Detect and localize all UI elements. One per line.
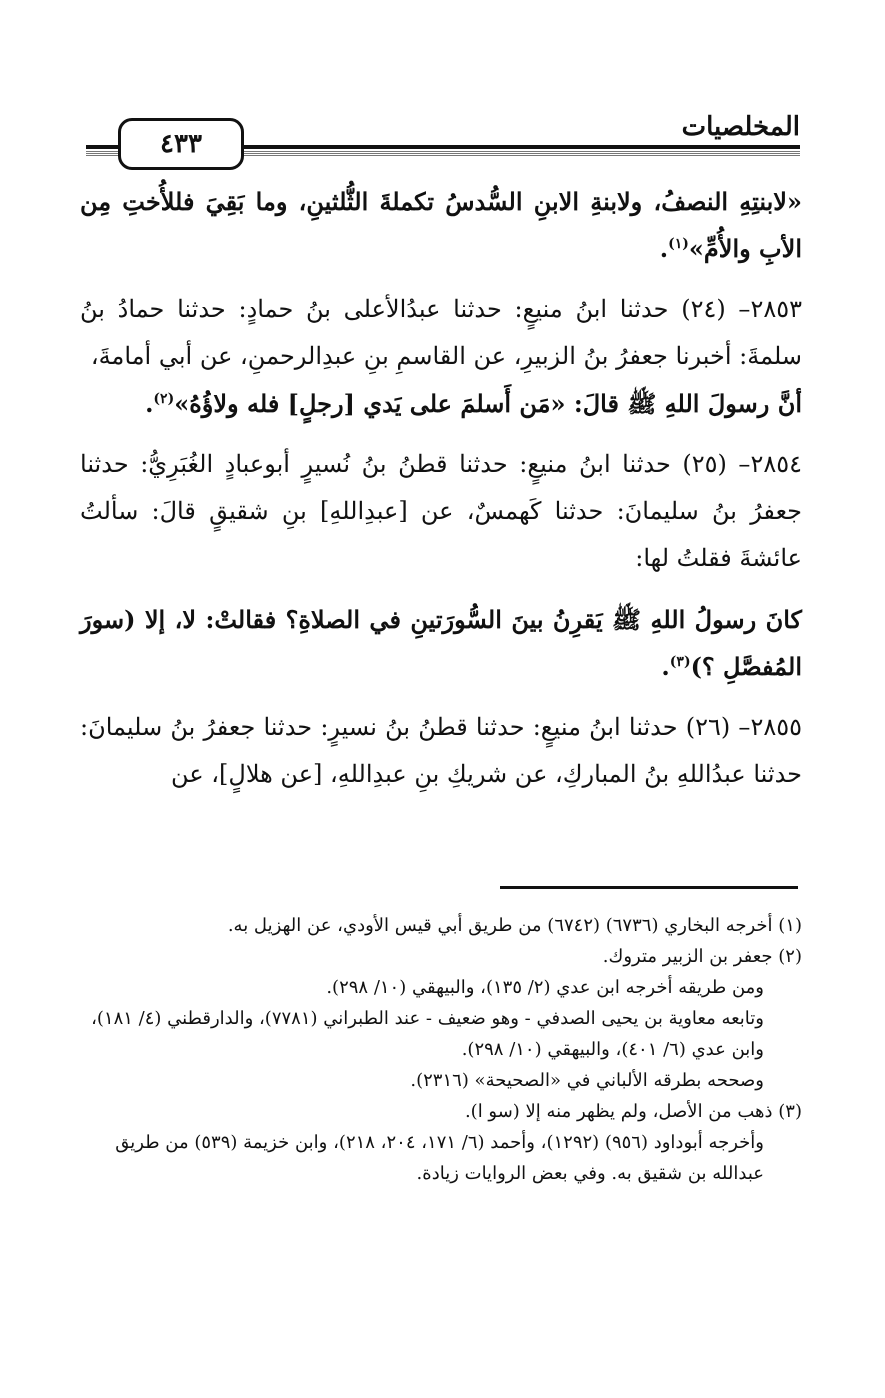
hadith-text-2854: كانَ رسولُ اللهِ ﷺ يَقرِنُ بينَ السُّورَتينِ في الصلاةِ؟ فقالتْ: لا، إلا (سورَ المُفصَّلِ ؟)$^{(٣)}$. [80,605,802,681]
isnad-2853: ٢٨٥٣– (٢٤) حدثنا ابنُ منيعٍ: حدثنا عبدُالأعلى بنُ حمادٍ: حدثنا حمادُ بنُ سلمةَ: أخبرنا جعفرُ بنُ الزبيرِ، عن القاسمِ بنِ عبدِالرحمنِ، عن أبي أمامةَ، [80,295,802,370]
footnote-ref-1: (١) [668,236,689,252]
footnote-2-line: وتابعه معاوية بن يحيى الصدفي - وهو ضعيف - عند الطبراني (٧٧٨١)، والدارقطني (٤/ ١٨١)، وابن عدي (٦/ ٤٠١)، والبيهقي (١٠/ ٢٩٨). [91,1008,764,1060]
isnad-2854: ٢٨٥٤– (٢٥) حدثنا ابنُ منيعٍ: حدثنا قطنُ بنُ نُسيرٍ أبوعبادٍ الغُبَرِيُّ: حدثنا جعفرُ بنُ سليمانَ: حدثنا كَهمسٌ، عن [عبدِاللهِ] بنِ شقيقٍ قالَ: سألتُ عائشةَ فقلتُ لها: [80,450,802,572]
footnote-2: (٢) جعفر بن الزبير متروك. [602,946,802,967]
footnotes [80,910,802,1189]
footnote-3-line: وأخرجه أبوداود (٩٥٦) (١٢٩٢)، وأحمد (٦/ ١٧١، ٢٠٤، ٢١٨)، وابن خزيمة (٥٣٩) من طريق عبدالله بن شقيق به. وفي بعض الروايات زيادة. [115,1132,764,1184]
footnote-2-line: وصححه بطرقه الألباني في «الصحيحة» (٢٣١٦). [410,1070,764,1091]
hadith-text-1: «لابنتِهِ النصفُ، ولابنةِ الابنِ السُّدسُ تكملةَ الثُّلثينِ، وما بَقِيَ فللأُختِ مِن الأبِ والأُمِّ»$^{(١)}$. [80,187,802,263]
footnote-3: (٣) ذهب من الأصل، ولم يظهر منه إلا (سو ا). [464,1101,802,1122]
footnote-2-line: ومن طريقه أخرجه ابن عدي (٢/ ١٣٥)، والبيهقي (١٠/ ٢٩٨). [326,977,764,998]
page-number: ٤٣٣ [160,129,202,159]
running-title: المخلصيات [681,112,800,142]
footnote-1: (١) أخرجه البخاري (٦٧٣٦) (٦٧٤٢) من طريق أبي قيس الأودي، عن الهزيل به. [227,915,802,936]
hadith-text-2853: أنَّ رسولَ اللهِ ﷺ قالَ: «مَن أَسلمَ على يَدي [رجلٍ] فله ولاؤُهُ»$^{(٢)}$. [145,389,802,418]
page-number-box [118,118,244,170]
page-header [86,112,800,162]
main-text [80,178,802,798]
isnad-2855: ٢٨٥٥– (٢٦) حدثنا ابنُ منيعٍ: حدثنا قطنُ بنُ نسيرٍ: حدثنا جعفرُ بنُ سليمانَ: حدثنا عبدُاللهِ بنُ المباركِ، عن شريكِ بنِ عبدِاللهِ، [عن هلالٍ]، عن [80,713,802,788]
footnote-ref-2: (٢) [153,391,175,407]
footnote-separator [500,886,798,889]
footnote-ref-3: (٣) [669,654,691,670]
